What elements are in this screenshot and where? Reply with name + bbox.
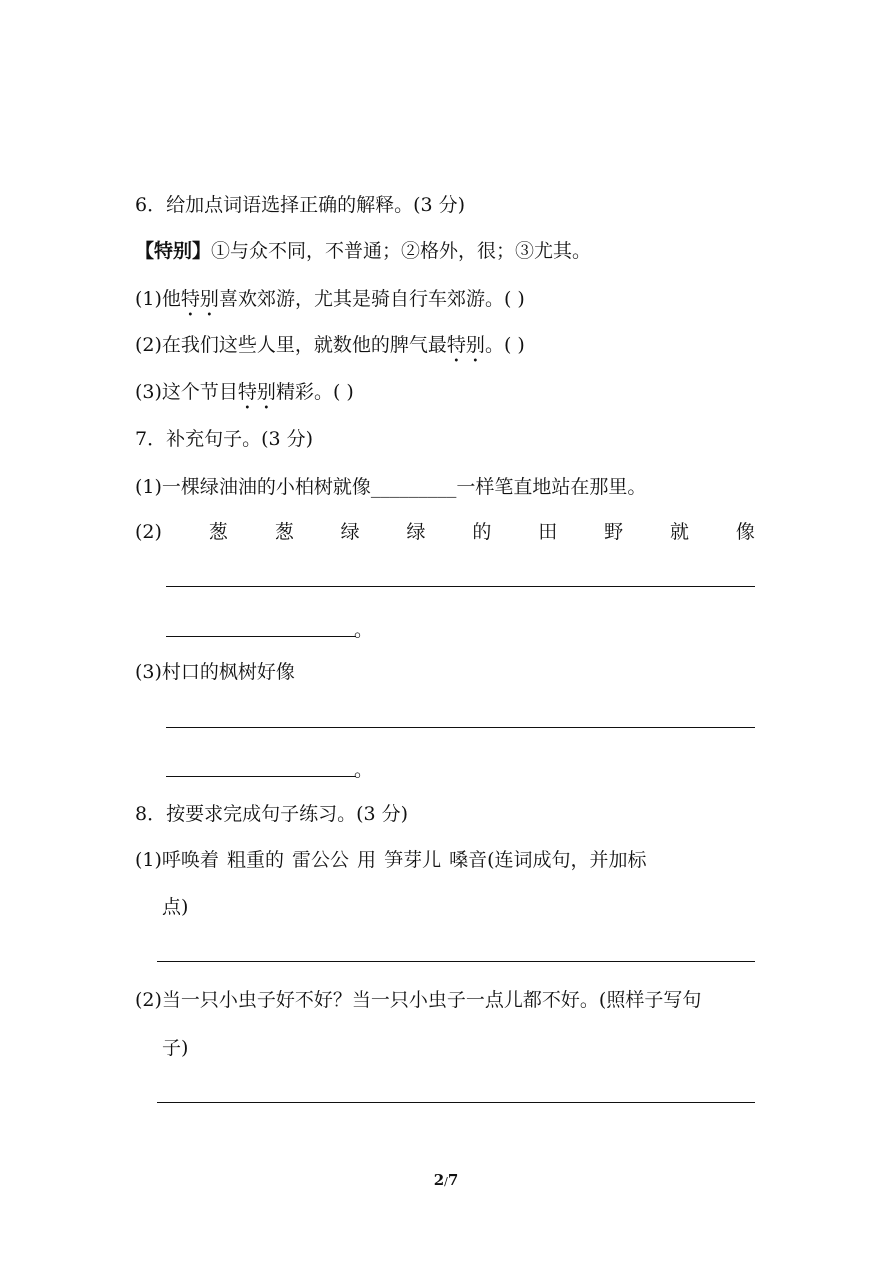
q6-item-3: (3)这个节目特别精彩。( ) bbox=[135, 381, 354, 403]
q8-item-1-line-2: 点) bbox=[162, 896, 189, 918]
q7-item-3: (3)村口的枫树好像 bbox=[135, 661, 295, 683]
q6-definition bbox=[135, 242, 591, 261]
page-number: 2/7 bbox=[433, 1171, 459, 1189]
q7-item-1: (1)一棵绿油油的小柏树就像_________一样笔直地站在那里。 bbox=[135, 476, 647, 498]
answer-line[interactable] bbox=[166, 776, 356, 777]
dotted-word: 特别 bbox=[180, 288, 219, 310]
q6-meanings: ①与众不同，不普通；②格外，很；③尤其。 bbox=[211, 240, 592, 262]
q6-item-2: (2)在我们这些人里，就数他的脾气最特别。( ) bbox=[135, 334, 525, 356]
q7-item-3-end: 。 bbox=[354, 759, 374, 781]
answer-line[interactable] bbox=[166, 586, 755, 587]
dotted-word: 特别 bbox=[446, 334, 485, 356]
q7-item-2-end: 。 bbox=[354, 619, 374, 641]
q7-item-2: (2) 葱 葱 绿 绿 的 田 野 就 像 bbox=[135, 521, 755, 543]
answer-line[interactable] bbox=[157, 961, 755, 962]
q8-item-2-line-2: 子) bbox=[162, 1037, 189, 1059]
q6-term: 【特别】 bbox=[135, 240, 212, 262]
answer-line[interactable] bbox=[166, 636, 356, 637]
q6-title: 6．给加点词语选择正确的解释。(3 分) bbox=[135, 194, 466, 216]
dotted-word: 特别 bbox=[237, 381, 276, 403]
answer-line[interactable] bbox=[166, 727, 755, 728]
answer-line[interactable] bbox=[157, 1102, 755, 1103]
q7-title: 7．补充句子。(3 分) bbox=[135, 428, 314, 450]
q8-item-1-line-1: (1)呼唤着 粗重的 雷公公 用 笋芽儿 嗓音(连词成句，并加标 bbox=[135, 849, 647, 871]
q6-item-1: (1)他特别喜欢郊游，尤其是骑自行车郊游。( ) bbox=[135, 288, 525, 310]
q8-title: 8．按要求完成句子练习。(3 分) bbox=[135, 803, 409, 825]
q8-item-2-line-1: (2)当一只小虫子好不好？当一只小虫子一点儿都不好。(照样子写句 bbox=[135, 989, 702, 1011]
